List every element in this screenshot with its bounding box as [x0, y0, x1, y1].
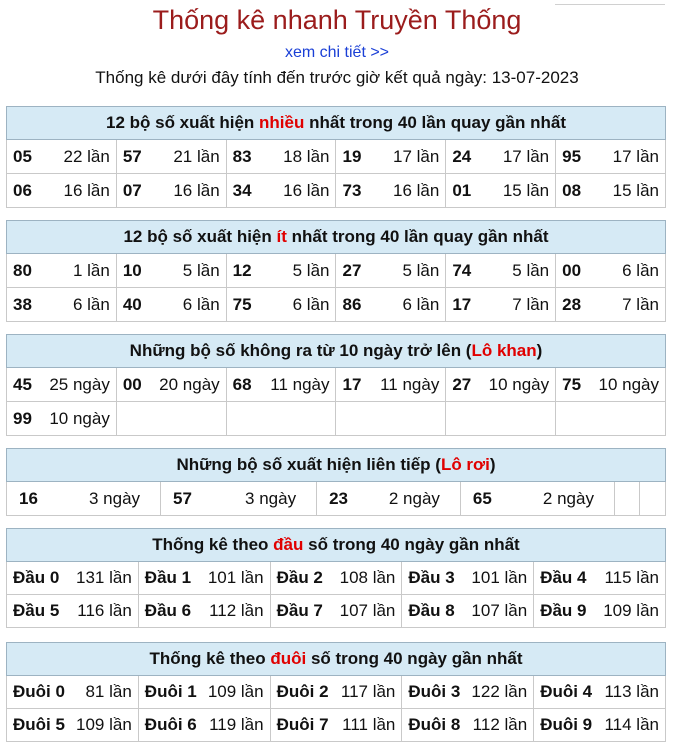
lo-khan-header: Những bộ số không ra từ 10 ngày trở lên (Lô khan): [7, 335, 666, 368]
cell-value: 119 lần: [209, 715, 264, 734]
cell-value: 16 lần: [173, 180, 220, 200]
cell-key: 01: [452, 180, 472, 200]
cell-value: 17 lần: [502, 146, 550, 166]
table-cell: [7, 402, 117, 436]
cell-key: 45: [13, 374, 32, 394]
table-cell: [7, 368, 117, 402]
cell-value: 116 lần: [77, 601, 132, 620]
cell-value: 17 lần: [392, 146, 440, 166]
cell-key: 65: [472, 488, 492, 508]
cell-value: 1 lần: [72, 260, 110, 280]
cell-key: Đầu 1: [144, 568, 192, 587]
table-cell: [7, 562, 139, 595]
table-cell: [7, 288, 117, 322]
dau-header: Thống kê theo đầu số trong 40 ngày gần nhất: [7, 529, 666, 562]
cell-key: Đuôi 9: [540, 715, 593, 734]
table-cell: [7, 254, 117, 288]
cell-key: Đầu 5: [13, 601, 60, 620]
table-cell: [270, 709, 402, 742]
cell-value: 111 lần: [342, 715, 396, 734]
table-cell: [556, 174, 666, 208]
table-cell: [336, 368, 446, 402]
table-cell: [226, 174, 336, 208]
cell-key: Đuôi 8: [408, 715, 461, 734]
table-cell: [446, 368, 556, 402]
cell-key: Đuôi 2: [276, 682, 329, 701]
table-cell: [116, 174, 226, 208]
table-cell: [270, 676, 402, 709]
cell-key: 06: [13, 180, 32, 200]
cell-key: Đuôi 3: [408, 682, 461, 701]
cell-key: 07: [122, 180, 142, 200]
cell-value: 112 lần: [472, 715, 528, 734]
table-cell: [402, 595, 534, 628]
table-row: [7, 482, 666, 516]
table-cell: [336, 254, 446, 288]
cell-value: 11 ngày: [380, 374, 440, 394]
lo-roi-table: [6, 448, 666, 516]
cell-key: Đuôi 5: [13, 715, 65, 734]
cell-key: 27: [342, 260, 362, 280]
cell-key: 17: [342, 374, 362, 394]
duoi-header: Thống kê theo đuôi số trong 40 ngày gần nhất: [7, 643, 666, 676]
table-cell: [226, 402, 336, 436]
least-frequent-table: [6, 220, 666, 322]
lo-roi-header: Những bộ số xuất hiện liên tiếp (Lô rơi): [7, 449, 666, 482]
cell-key: Đuôi 7: [276, 715, 329, 734]
cell-value: 6 lần: [182, 294, 220, 314]
cell-value: 109 lần: [603, 601, 659, 620]
table-cell: [534, 562, 666, 595]
cell-key: 68: [232, 374, 252, 394]
table-row: [7, 709, 666, 742]
cell-key: Đuôi 4: [540, 682, 593, 701]
table-cell: [336, 174, 446, 208]
cell-key: 08: [562, 180, 582, 200]
cell-value: 2 ngày: [388, 488, 440, 508]
cell-value: 11 ngày: [270, 374, 330, 394]
table-cell: [226, 254, 336, 288]
table-cell: [402, 709, 534, 742]
cell-value: 25 ngày: [49, 374, 110, 394]
table-cell: [116, 140, 226, 174]
table-cell: [556, 368, 666, 402]
cell-key: 57: [122, 146, 142, 166]
table-row: [7, 174, 666, 208]
cell-key: Đầu 8: [408, 601, 455, 620]
table-cell: [7, 709, 139, 742]
cell-key: 00: [562, 260, 582, 280]
table-cell: [7, 676, 139, 709]
cell-value: 6 lần: [292, 294, 330, 314]
cell-value: 109 lần: [76, 715, 132, 734]
cell-key: Đầu 9: [540, 601, 587, 620]
cell-key: 05: [13, 146, 32, 166]
table-row: [7, 140, 666, 174]
cell-key: Đầu 4: [540, 568, 587, 587]
cell-key: 74: [452, 260, 472, 280]
cell-value: 5 lần: [292, 260, 330, 280]
table-cell: [7, 482, 161, 516]
cell-key: Đầu 6: [144, 601, 192, 620]
least-frequent-header: 12 bộ số xuất hiện ít nhất trong 40 lần quay gần nhất: [7, 221, 666, 254]
table-row: [7, 595, 666, 628]
cell-value: 21 lần: [173, 146, 220, 166]
table-cell: [138, 562, 270, 595]
cell-value: 17 lần: [612, 146, 659, 166]
table-cell: [446, 402, 556, 436]
cell-value: 114 lần: [604, 715, 659, 734]
table-cell: [226, 368, 336, 402]
cell-value: 101 lần: [207, 568, 264, 587]
table-cell: [138, 676, 270, 709]
cell-key: 19: [342, 146, 362, 166]
cell-value: 131 lần: [76, 568, 132, 587]
cell-value: 3 ngày: [245, 488, 297, 508]
cell-value: 7 lần: [512, 294, 550, 314]
empty-cell: [640, 482, 666, 516]
table-cell: [317, 482, 461, 516]
table-cell: [402, 676, 534, 709]
table-cell: [534, 709, 666, 742]
cell-key: 24: [452, 146, 472, 166]
lo-khan-table: [6, 334, 666, 436]
cell-key: 57: [173, 488, 192, 508]
cell-value: 107 lần: [339, 601, 396, 620]
cell-key: 80: [13, 260, 32, 280]
cell-value: 115 lần: [604, 568, 659, 587]
date-subtitle: Thống kê dưới đây tính đến trước giờ kết quả ngày: 13-07-2023: [95, 68, 579, 87]
cell-value: 16 lần: [63, 180, 110, 200]
cell-value: 107 lần: [471, 601, 528, 620]
cell-value: 81 lần: [85, 682, 132, 701]
table-cell: [226, 140, 336, 174]
table-cell: [336, 140, 446, 174]
table-cell: [7, 140, 117, 174]
table-row: [7, 254, 666, 288]
cell-value: 22 lần: [63, 146, 110, 166]
cell-key: 17: [452, 294, 472, 314]
cell-key: 95: [562, 146, 582, 166]
dau-table: [6, 528, 666, 628]
table-cell: [116, 254, 226, 288]
cell-value: 18 lần: [283, 146, 330, 166]
table-cell: [534, 676, 666, 709]
table-cell: [116, 288, 226, 322]
table-row: [7, 368, 666, 402]
cell-key: Đầu 3: [408, 568, 455, 587]
cell-key: Đầu 0: [13, 568, 60, 587]
table-cell: [161, 482, 317, 516]
cell-key: 34: [232, 180, 252, 200]
most-frequent-header: 12 bộ số xuất hiện nhiều nhất trong 40 lần quay gần nhất: [7, 107, 666, 140]
table-cell: [446, 174, 556, 208]
cell-key: 75: [232, 294, 252, 314]
table-cell: [116, 368, 226, 402]
cell-key: Đuôi 1: [144, 682, 197, 701]
table-cell: [138, 709, 270, 742]
table-cell: [116, 402, 226, 436]
table-row: [7, 402, 666, 436]
cell-value: 117 lần: [340, 682, 396, 701]
table-cell: [226, 288, 336, 322]
table-cell: [534, 595, 666, 628]
table-cell: [138, 595, 270, 628]
cell-key: Đầu 2: [276, 568, 323, 587]
cell-key: 27: [452, 374, 472, 394]
table-row: [7, 288, 666, 322]
cell-key: 38: [13, 294, 32, 314]
table-cell: [446, 140, 556, 174]
cell-key: 12: [232, 260, 252, 280]
cell-value: 112 lần: [209, 601, 264, 620]
cell-key: 28: [562, 294, 582, 314]
cell-key: 83: [232, 146, 252, 166]
cell-value: 6 lần: [72, 294, 110, 314]
table-cell: [446, 288, 556, 322]
cell-value: 109 lần: [207, 682, 264, 701]
cell-key: 99: [13, 408, 32, 428]
cell-value: 10 ngày: [488, 374, 550, 394]
cell-value: 3 ngày: [88, 488, 141, 508]
cell-value: 15 lần: [612, 180, 659, 200]
most-frequent-table: [6, 106, 666, 208]
cell-value: 2 ngày: [542, 488, 594, 508]
table-cell: [270, 595, 402, 628]
page-title: Thống kê nhanh Truyền Thống: [152, 5, 522, 35]
table-cell: [7, 174, 117, 208]
cell-value: 16 lần: [392, 180, 440, 200]
cell-value: 5 lần: [512, 260, 550, 280]
cell-key: 75: [562, 374, 582, 394]
cell-value: 7 lần: [622, 294, 659, 314]
cell-value: 6 lần: [402, 294, 440, 314]
table-cell: [556, 402, 666, 436]
duoi-table: [6, 642, 666, 742]
cell-value: 101 lần: [471, 568, 528, 587]
cell-key: 86: [342, 294, 362, 314]
cell-value: 15 lần: [502, 180, 550, 200]
cell-key: Đuôi 0: [13, 682, 65, 701]
table-row: [7, 562, 666, 595]
table-cell: [336, 402, 446, 436]
table-cell: [460, 482, 614, 516]
cell-key: 10: [122, 260, 142, 280]
cell-key: 40: [122, 294, 142, 314]
cell-value: 10 ngày: [49, 408, 110, 428]
table-cell: [556, 288, 666, 322]
cell-value: 6 lần: [622, 260, 659, 280]
cell-key: 00: [122, 374, 142, 394]
detail-link[interactable]: xem chi tiết >>: [284, 44, 390, 61]
table-cell: [446, 254, 556, 288]
cell-key: Đuôi 6: [144, 715, 197, 734]
cell-value: 20 ngày: [159, 374, 220, 394]
table-row: [7, 676, 666, 709]
cell-value: 108 lần: [339, 568, 396, 587]
table-cell: [556, 140, 666, 174]
cell-key: 73: [342, 180, 362, 200]
cell-key: 16: [19, 488, 38, 508]
cell-key: Đầu 7: [276, 601, 323, 620]
table-cell: [556, 254, 666, 288]
table-cell: [402, 562, 534, 595]
cell-value: 5 lần: [182, 260, 220, 280]
cell-key: 23: [329, 488, 349, 508]
empty-cell: [614, 482, 640, 516]
table-cell: [7, 595, 139, 628]
cell-value: 5 lần: [402, 260, 440, 280]
cell-value: 16 lần: [283, 180, 330, 200]
cell-value: 113 lần: [604, 682, 659, 701]
cell-value: 122 lần: [471, 682, 528, 701]
table-cell: [336, 288, 446, 322]
table-cell: [270, 562, 402, 595]
cell-value: 10 ngày: [598, 374, 659, 394]
